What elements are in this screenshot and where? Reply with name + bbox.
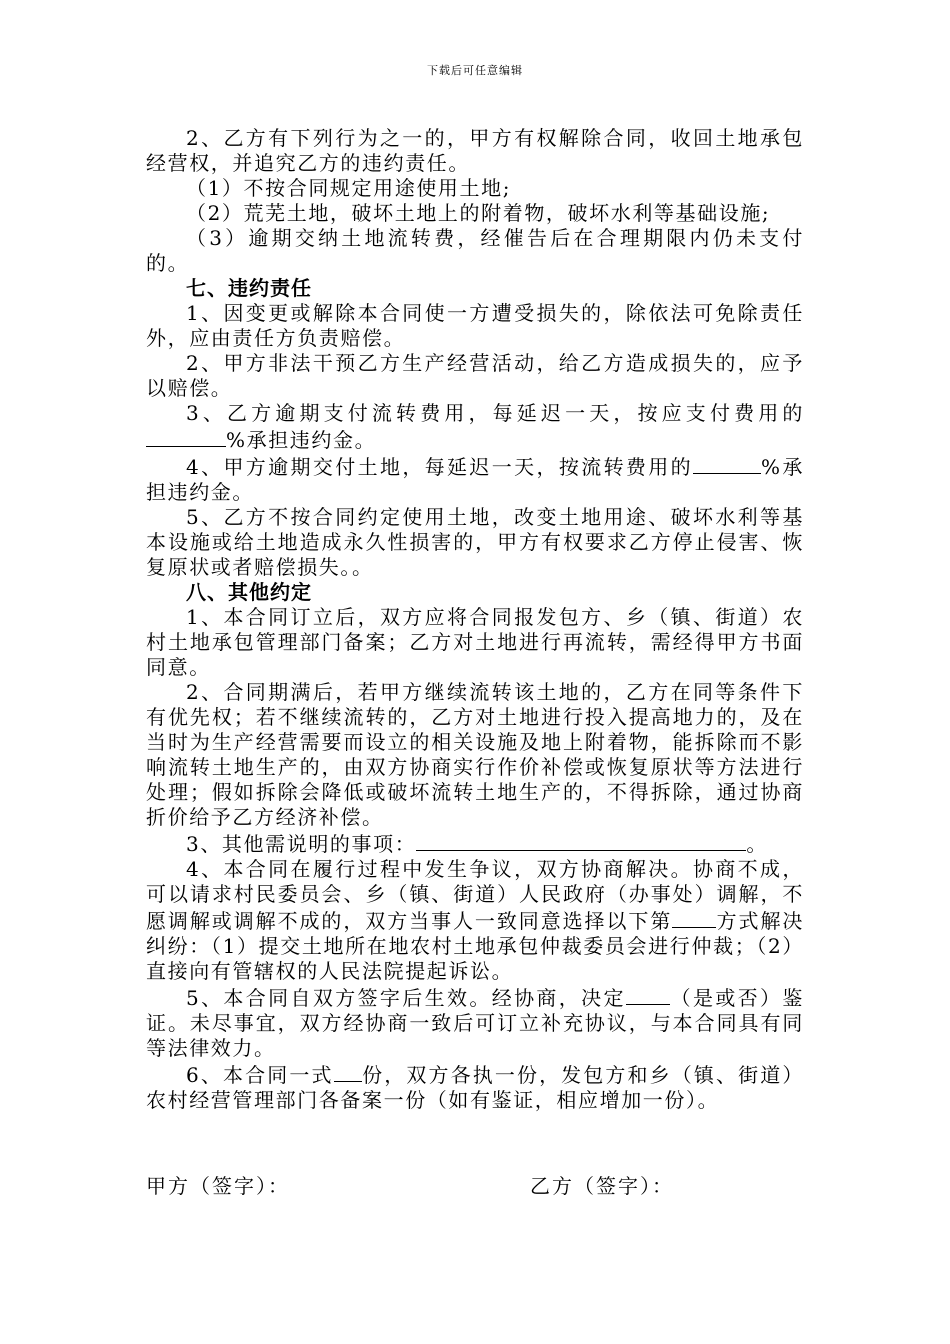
clause-6-2-sub2: （2）荒芜土地，破坏土地上的附着物，破坏水利等基础设施; <box>186 201 771 225</box>
clause-7-4-tail: %承担违约金。 <box>146 455 804 504</box>
clause-8-4-tail: 方式解决纠纷：（1）提交土地所在地农村土地承包仲裁委员会进行仲裁；（2）直接向有管辖权的人民法院提起诉讼。 <box>146 909 804 983</box>
clause-8-3 <box>146 830 804 857</box>
clause-6-2-sub3: （3）逾期交纳土地流转费，经催告后在合理期限内仍未支付的。 <box>146 226 804 275</box>
clause-8-5 <box>146 984 804 1061</box>
fill-blank-dispute-method[interactable] <box>672 907 716 928</box>
clause-6-2-intro: 2、乙方有下列行为之一的，甲方有权解除合同，收回土地承包经营权，并追究乙方的违约责任。 <box>146 126 804 175</box>
clause-8-3-text: 3、其他需说明的事项： <box>186 832 417 856</box>
clause-8-3-tail: 。 <box>746 832 768 856</box>
clause-7-3-tail: %承担违约金。 <box>226 428 377 452</box>
clause-7-3 <box>146 401 804 453</box>
clause-6-2-sub1: （1）不按合同规定用途使用土地; <box>186 176 512 200</box>
clause-8-4-text: 4、本合同在履行过程中发生争议，双方协商解决。协商不成，可以请求村民委员会、乡（镇、街道）人民政府（办事处）调解，不愿调解或调解不成的，双方当事人一致同意选择以下第 <box>146 857 804 933</box>
fill-blank-other-matters[interactable] <box>416 830 746 851</box>
fill-blank-penalty-rate-2[interactable] <box>693 453 761 474</box>
party-a-signature-label: 甲方（签字）： <box>146 1174 290 1198</box>
page-header: 下载后可任意编辑 <box>427 64 523 77</box>
clause-7-4 <box>146 453 804 505</box>
clause-7-4-text: 4、甲方逾期交付土地，每延迟一天，按流转费用的 <box>186 455 694 479</box>
section-7-heading: 七、违约责任 <box>186 276 312 300</box>
clause-8-6-tail: 份，双方各执一份，发包方和乡（镇、街道）农村经营管理部门各备案一份（如有鉴证，相应增加一份）。 <box>146 1063 804 1112</box>
clause-7-3-text: 3、乙方逾期支付流转费用，每延迟一天，按应支付费用的 <box>186 401 804 425</box>
clause-8-5-text: 5、本合同自双方签字后生效。经协商，决定 <box>186 986 626 1010</box>
fill-blank-penalty-rate-1[interactable] <box>146 426 226 447</box>
fill-blank-notarization[interactable] <box>626 984 670 1005</box>
clause-8-5-tail: （是或否）鉴证。未尽事宜，双方经协商一致后可订立补充协议，与本合同具有同等法律效力。 <box>146 986 804 1060</box>
clause-7-1: 1、因变更或解除本合同使一方遭受损失的，除依法可免除责任外，应由责任方负责赔偿。 <box>146 301 804 350</box>
section-8-heading: 八、其他约定 <box>186 580 312 604</box>
party-b-signature-label: 乙方（签字）： <box>530 1174 674 1198</box>
contract-body <box>146 126 804 1113</box>
clause-8-4 <box>146 857 804 984</box>
clause-8-2: 2、合同期满后，若甲方继续流转该土地的，乙方在同等条件下有优先权；若不继续流转的，乙方对土地进行投入提高地力的，及在当时为生产经营需要而设立的相关设施及地上附着物，能拆除而不影响流转土地生产的，由双方协商实行作价补偿或恢复原状等方法进行处理；假如拆除会降低或破坏流转土地生产的，不得拆除，通过协商折价给予乙方经济补偿。 <box>146 680 804 829</box>
clause-8-1: 1、本合同订立后，双方应将合同报发包方、乡（镇、街道）农村土地承包管理部门备案；乙方对土地进行再流转，需经得甲方书面同意。 <box>146 605 804 679</box>
clause-7-5: 5、乙方不按合同约定使用土地，改变土地用途、破坏水利等基本设施或给土地造成永久性损害的，甲方有权要求乙方停止侵害、恢复原状或者赔偿损失。。 <box>146 505 804 579</box>
clause-8-6-text: 6、本合同一式 <box>186 1063 334 1087</box>
clause-8-6 <box>146 1061 804 1113</box>
clause-7-2: 2、甲方非法干预乙方生产经营活动，给乙方造成损失的，应予以赔偿。 <box>146 351 804 400</box>
fill-blank-copy-count[interactable] <box>334 1061 362 1082</box>
